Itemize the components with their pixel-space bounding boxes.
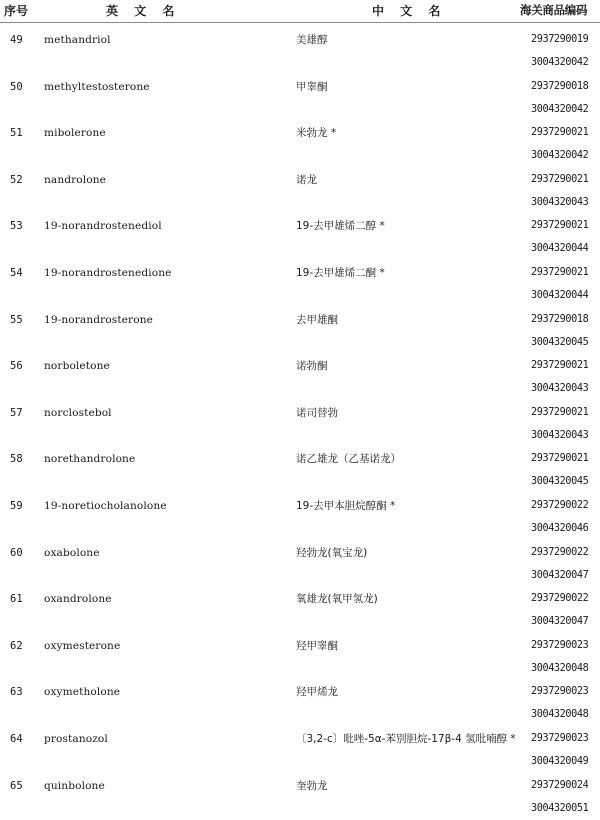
- row-number: 65: [10, 779, 23, 792]
- table-row: [0, 121, 600, 167]
- row-number: 57: [10, 406, 23, 419]
- english-name: mibolerone: [44, 127, 106, 140]
- table-row: [0, 401, 600, 447]
- customs-code-primary: 2937290021: [531, 406, 589, 418]
- english-name: methyltestosterone: [44, 80, 150, 93]
- customs-code-primary: 2937290021: [531, 453, 589, 465]
- table-row: [0, 680, 600, 726]
- header-english-name: 英 文 名: [106, 4, 181, 18]
- table-row: [0, 727, 600, 773]
- row-number: 50: [10, 80, 23, 93]
- row-number: 61: [10, 593, 23, 606]
- english-name: oxymetholone: [44, 686, 121, 699]
- chinese-name: 羟甲睾酮: [296, 639, 338, 652]
- customs-code-secondary: 3004320045: [531, 336, 589, 348]
- chinese-name: 美雄醇: [296, 34, 328, 46]
- table-row: [0, 774, 600, 820]
- customs-code-secondary: 3004320042: [531, 103, 589, 115]
- customs-code-primary: 2937290023: [531, 639, 589, 651]
- customs-code-secondary: 3004320047: [531, 569, 589, 581]
- chinese-name: 羟勃龙(氧宝龙): [296, 546, 368, 559]
- chinese-name: 诺龙: [296, 173, 317, 186]
- english-name: oxabolone: [44, 546, 100, 559]
- row-number: 58: [10, 453, 23, 466]
- row-number: 63: [10, 686, 23, 699]
- chinese-name: 诺司替勃: [296, 406, 338, 419]
- table-row: [0, 261, 600, 307]
- customs-code-primary: 2937290021: [531, 267, 589, 278]
- customs-code-secondary: 3004320051: [531, 802, 589, 814]
- row-number: 55: [10, 313, 23, 326]
- chinese-name: 诺乙雄龙（乙基诺龙）: [296, 453, 401, 466]
- chinese-name: 去甲雄酮: [296, 313, 338, 326]
- english-name: 19-norandrostenedione: [44, 267, 172, 279]
- customs-code-primary: 2937290022: [531, 593, 589, 605]
- chinese-name: 氧雄龙(氧甲氢龙): [296, 593, 378, 606]
- table-row: [0, 587, 600, 633]
- table-row: [0, 28, 600, 74]
- customs-code-primary: 2937290022: [531, 500, 589, 511]
- customs-code-primary: 2937290018: [531, 80, 589, 92]
- english-name: oxandrolone: [44, 593, 112, 606]
- chinese-name: 甲睾酮: [296, 80, 328, 93]
- customs-code-primary: 2937290021: [531, 360, 589, 372]
- row-number: 49: [10, 34, 23, 46]
- customs-code-primary: 2937290018: [531, 313, 589, 325]
- table-row: [0, 494, 600, 540]
- customs-code-secondary: 3004320046: [531, 523, 589, 534]
- customs-code-secondary: 3004320045: [531, 476, 589, 488]
- customs-code-primary: 2937290019: [531, 34, 589, 45]
- chinese-name: 米勃龙 *: [296, 127, 337, 140]
- customs-code-secondary: 3004320048: [531, 662, 589, 674]
- english-name: methandriol: [44, 34, 111, 46]
- table-row: [0, 634, 600, 680]
- english-name: norethandrolone: [44, 453, 136, 466]
- customs-code-secondary: 3004320042: [531, 57, 589, 68]
- table-row: [0, 354, 600, 400]
- customs-code-secondary: 3004320042: [531, 150, 589, 162]
- customs-code-primary: 2937290023: [531, 686, 589, 698]
- customs-code-secondary: 3004320043: [531, 196, 589, 208]
- english-name: norboletone: [44, 360, 110, 373]
- english-name: norclostebol: [44, 406, 112, 419]
- english-name: nandrolone: [44, 173, 107, 186]
- customs-code-primary: 2937290023: [531, 733, 589, 744]
- row-number: 64: [10, 733, 23, 745]
- english-name: 19-noretiocholanolone: [44, 500, 167, 512]
- header-number: 序号: [4, 4, 29, 18]
- customs-code-secondary: 3004320044: [531, 243, 589, 255]
- customs-code-secondary: 3004320048: [531, 709, 589, 721]
- row-number: 53: [10, 220, 23, 233]
- customs-code-primary: 2937290021: [531, 127, 589, 139]
- header-customs-code: 海关商品编码: [520, 3, 588, 17]
- chinese-name: 羟甲烯龙: [296, 686, 338, 699]
- table-row: [0, 168, 600, 214]
- customs-code-primary: 2937290024: [531, 779, 589, 791]
- english-name: 19-norandrostenediol: [44, 220, 162, 233]
- chinese-name: 19-去甲雄烯二醇 *: [296, 220, 385, 233]
- table-row: [0, 308, 600, 354]
- row-number: 60: [10, 546, 23, 559]
- row-number: 52: [10, 173, 23, 186]
- customs-code-secondary: 3004320043: [531, 429, 589, 441]
- table-row: [0, 75, 600, 121]
- table-row: [0, 541, 600, 587]
- customs-code-primary: 2937290022: [531, 546, 589, 558]
- row-number: 59: [10, 500, 23, 512]
- chinese-name: 19-去甲雄烯二酮 *: [296, 267, 385, 279]
- english-name: prostanozol: [44, 733, 108, 745]
- customs-code-secondary: 3004320047: [531, 616, 589, 628]
- table-row: [0, 447, 600, 493]
- table-row: [0, 214, 600, 260]
- chinese-name: 〔3,2-c〕吡唑-5α-苯别胆烷-17β-4 氢吡喃醇 *: [296, 733, 516, 745]
- english-name: oxymesterone: [44, 639, 121, 652]
- row-number: 54: [10, 267, 23, 279]
- row-number: 51: [10, 127, 23, 140]
- row-number: 56: [10, 360, 23, 373]
- chinese-name: 19-去甲本胆烷醇酮 *: [296, 500, 396, 512]
- chinese-name: 奎勃龙: [296, 779, 328, 792]
- customs-code-secondary: 3004320043: [531, 383, 589, 395]
- customs-code-primary: 2937290021: [531, 173, 589, 185]
- customs-code-secondary: 3004320049: [531, 756, 589, 767]
- header-divider: [0, 22, 600, 23]
- english-name: quinbolone: [44, 779, 105, 792]
- english-name: 19-norandrosterone: [44, 313, 153, 326]
- customs-code-secondary: 3004320044: [531, 290, 589, 301]
- chinese-name: 诺勃酮: [296, 360, 328, 373]
- header-chinese-name: 中 文 名: [372, 4, 447, 18]
- customs-code-primary: 2937290021: [531, 220, 589, 232]
- row-number: 62: [10, 639, 23, 652]
